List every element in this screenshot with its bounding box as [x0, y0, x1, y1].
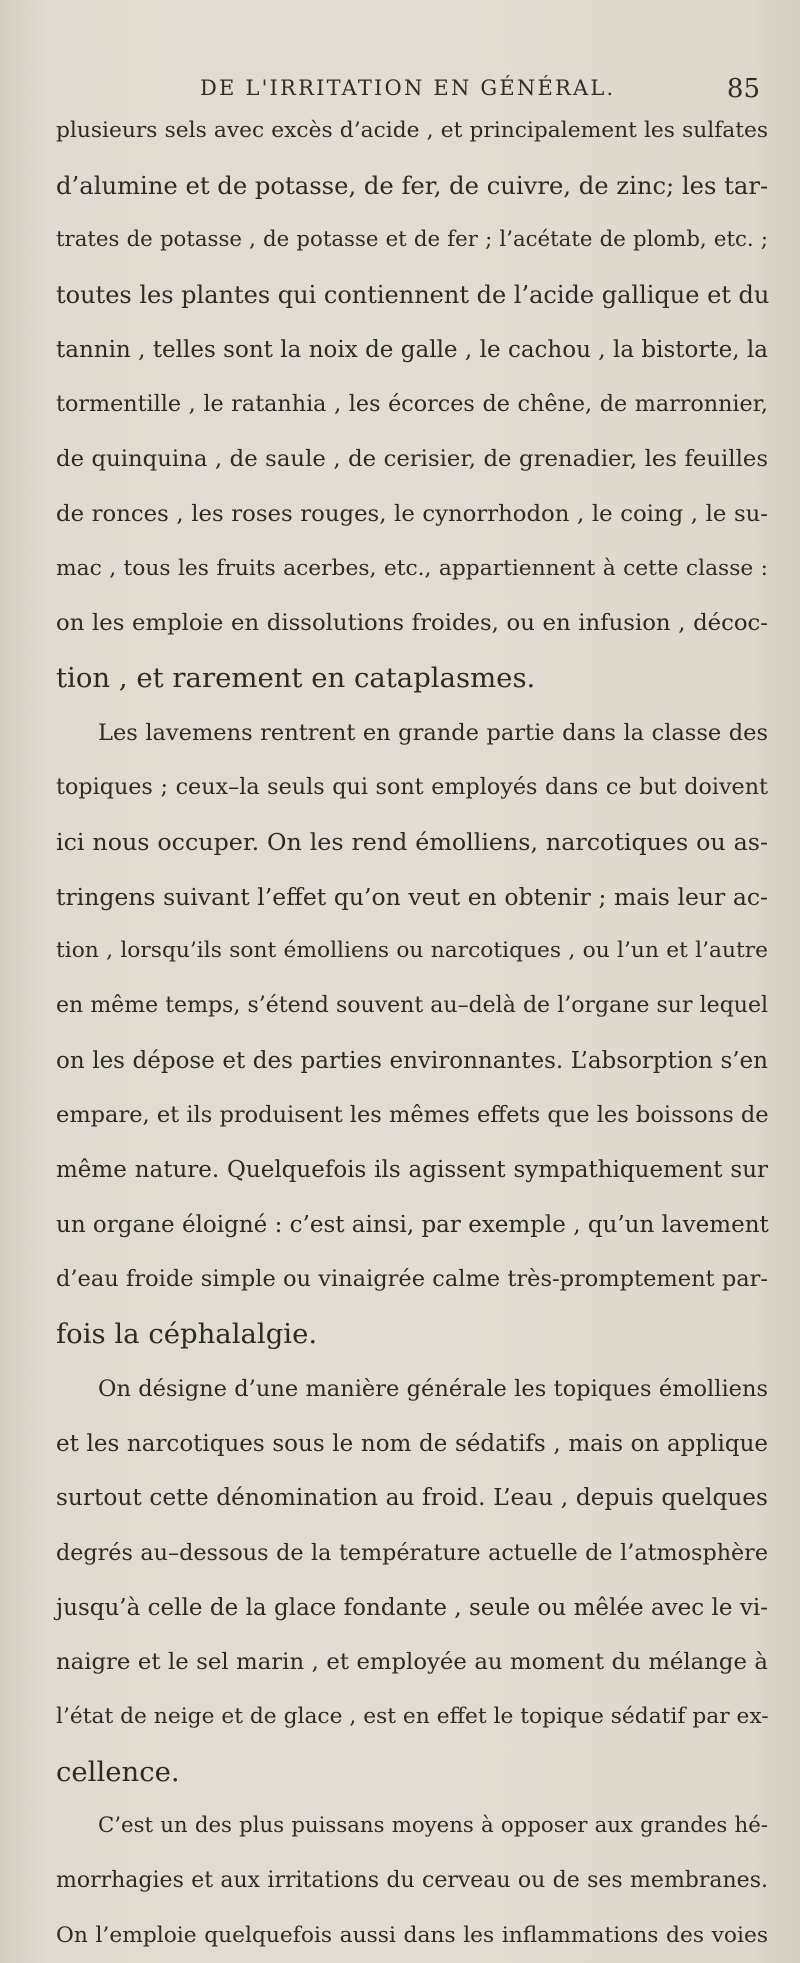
text-line: topiques ; ceux–la seuls qui sont employés dans ce but doivent [56, 774, 768, 801]
text-line: surtout cette dénomination au froid. L’eau , depuis quelques [56, 1484, 768, 1512]
text-line: ici nous occuper. On les rend émolliens, narcotiques ou as- [56, 827, 768, 856]
text-line: tannin , telles sont la noix de galle , le cachou , la bistorte, la [56, 336, 768, 363]
body-text [56, 104, 768, 1963]
text-line: même nature. Quelquefois ils agissent sympathiquement sur [56, 1157, 768, 1184]
text-line: C’est un des plus puissans moyens à opposer aux grandes hé- [98, 1813, 768, 1839]
page-number: 85 [726, 74, 760, 104]
text-line: mac , tous les fruits acerbes, etc., appartiennent à cette classe : [56, 555, 768, 581]
text-line: On désigne d’une manière générale les topiques émolliens [98, 1375, 768, 1402]
text-line: de quinquina , de saule , de cerisier, de grenadier, les feuilles [56, 446, 768, 473]
text-line: un organe éloigné : c’est ainsi, par exemple , qu’un lavement [56, 1211, 769, 1238]
text-line: on les emploie en dissolutions froides, ou en infusion , décoc- [56, 610, 768, 637]
text-line: de ronces , les roses rouges, le cynorrhodon , le coing , le su- [56, 500, 768, 527]
running-title: DE L'IRRITATION EN GÉNÉRAL. [200, 76, 616, 100]
text-line: empare, et ils produisent les mêmes effets que les boissons de [56, 1102, 769, 1129]
text-line: morrhagies et aux irritations du cerveau ou de ses membranes. [56, 1868, 768, 1893]
text-line: d’alumine et de potasse, de fer, de cuivre, de zinc; les tar- [56, 170, 769, 200]
text-line: tion , lorsqu’ils sont émolliens ou narcotiques , ou l’un et l’autre [56, 938, 768, 964]
text-line: jusqu’à celle de la glace fondante , seule ou mêlée avec le vi- [56, 1594, 768, 1621]
text-line: et les narcotiques sous le nom de sédatifs , mais on applique [56, 1430, 768, 1457]
text-line: l’état de neige et de glace , est en effet le topique sédatif par ex- [56, 1703, 769, 1729]
text-line: naigre et le sel marin , et employée au moment du mélange à [56, 1649, 768, 1676]
text-line: On l’emploie quelquefois aussi dans les inflammations des voies [56, 1922, 768, 1948]
text-line: on les dépose et des parties environnantes. L’absorption s’en [56, 1047, 768, 1074]
text-line: plusieurs sels avec excès d’acide , et principalement les sulfates [56, 118, 768, 143]
text-line: trates de potasse , de potasse et de fer ; l’acétate de plomb, etc. ; [56, 227, 768, 253]
text-line: tormentille , le ratanhia , les écorces de chêne, de marronnier, [56, 391, 768, 418]
text-line: Les lavemens rentrent en grande partie dans la classe des [98, 719, 768, 746]
text-line: toutes les plantes qui contiennent de l’acide gallique et du [56, 281, 770, 310]
text-line: d’eau froide simple ou vinaigrée calme très-promptement par- [56, 1266, 768, 1293]
text-line: en même temps, s’étend souvent au–delà de l’organe sur lequel [56, 993, 768, 1018]
text-line: fois la céphalalgie. [56, 1318, 318, 1351]
text-line: degrés au–dessous de la température actuelle de l’atmosphère [56, 1539, 768, 1566]
text-line: tion , et rarement en cataplasmes. [56, 661, 536, 694]
text-line: cellence. [56, 1755, 180, 1788]
text-line: tringens suivant l’effet qu’on veut en obtenir ; mais leur ac- [56, 882, 768, 911]
